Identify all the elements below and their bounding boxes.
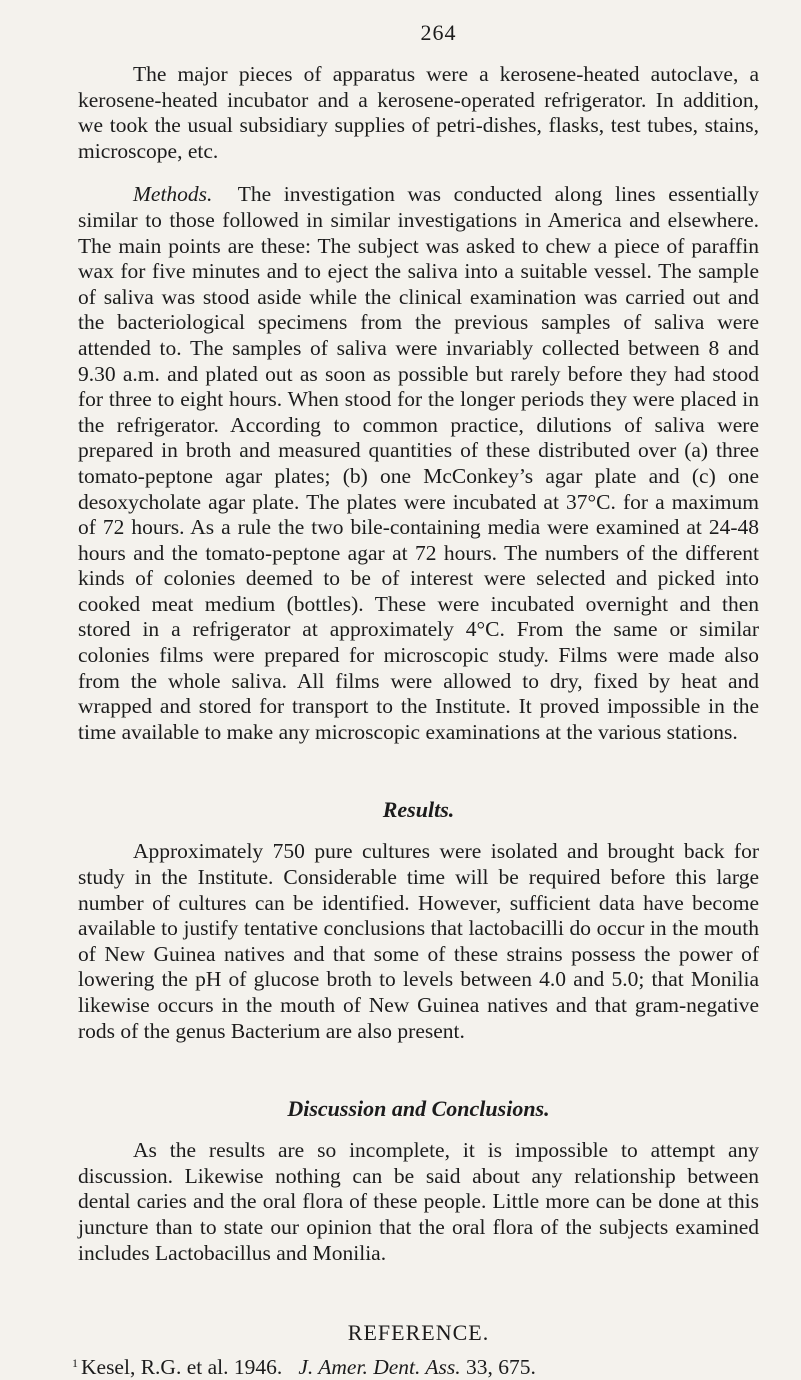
footnote-marker: 1 bbox=[72, 1356, 78, 1371]
discussion-heading: Discussion and Conclusions. bbox=[287, 1096, 550, 1122]
methods-paragraph bbox=[78, 182, 759, 745]
results-paragraph: Approximately 750 pure cultures were isolated and brought back for study in the Institute. Considerable time will be required before this large number of cultures can be identified. However, sufficient data have become available to justify tentative conclusions that lactobacilli do occur in the mouth of New Guinea natives and that some of these strains possess the power of lowering the pH of glucose broth to levels between 4.0 and 5.0; that Monilia likewise occurs in the mouth of New Guinea natives and that gram-negative rods of the genus Bacterium are also present. bbox=[78, 839, 759, 1043]
intro-paragraph: The major pieces of apparatus were a kerosene-heated autoclave, a kerosene-heated incubator and a kerosene-operated refrigerator. In addition, we took the usual subsidiary supplies of petri-dishes, flasks, test tubes, stains, microscope, etc. bbox=[78, 62, 759, 163]
page-number: 264 bbox=[420, 20, 457, 45]
results-section bbox=[78, 797, 759, 1044]
reference-section bbox=[72, 1320, 759, 1380]
results-heading: Results. bbox=[382, 797, 455, 823]
methods-text: The investigation was conducted along lines essentially similar to those followed in similar investigations in America and elsewhere. The main points are these: The subject was asked to chew a piece of paraffin wax for five minutes and to eject the saliva into a suitable vessel. The sample of saliva was stood aside while the clinical examination was carried out and the bacteriological specimens from the previous samples of saliva were attended to. The samples of saliva were invariably collected between 8 and 9.30 a.m. and plated out as soon as possible but rarely before they had stood for three to eight hours. When stood for the longer periods they were placed in the refrigerator. According to common practice, dilutions of saliva were prepared in broth and measured quantities of these distributed over (a) three tomato-peptone agar plates; (b) one McConkey’s agar plate and (c) one desoxycholate agar plate. The plates were incubated at 37°C. for a maximum of 72 hours. As a rule the two bile-containing media were examined at 24-48 hours and the tomato-peptone agar at 72 hours. The numbers of the different kinds of colonies deemed to be of interest were selected and picked into cooked meat medium (bottles). These were incubated overnight and then stored in a refrigerator at approximately 4°C. From the same or similar colonies films were prepared for microscopic study. Films were made also from the whole saliva. All films were allowed to dry, fixed by heat and wrapped and stored for transport to the Institute. It proved impossible in the time available to make any microscopic examinations at the various stations. bbox=[78, 182, 759, 744]
discussion-paragraph: As the results are so incomplete, it is impossible to attempt any discussion. Likewise nothing can be said about any relationship between dental caries and the oral flora of these people. Little more can be done at this juncture than to state our opinion that the oral flora of the subjects examined includes Lactobacillus and Monilia. bbox=[78, 1138, 759, 1265]
reference-journal: J. Amer. Dent. Ass. bbox=[298, 1355, 461, 1380]
reference-heading: REFERENCE. bbox=[347, 1320, 490, 1346]
reference-details: 33, 675. bbox=[465, 1355, 536, 1380]
reference-entry bbox=[72, 1350, 759, 1380]
discussion-section bbox=[78, 1096, 759, 1266]
reference-authors: Kesel, R.G. et al. 1946. bbox=[81, 1355, 283, 1380]
methods-run-in-heading: Methods. bbox=[133, 182, 213, 207]
